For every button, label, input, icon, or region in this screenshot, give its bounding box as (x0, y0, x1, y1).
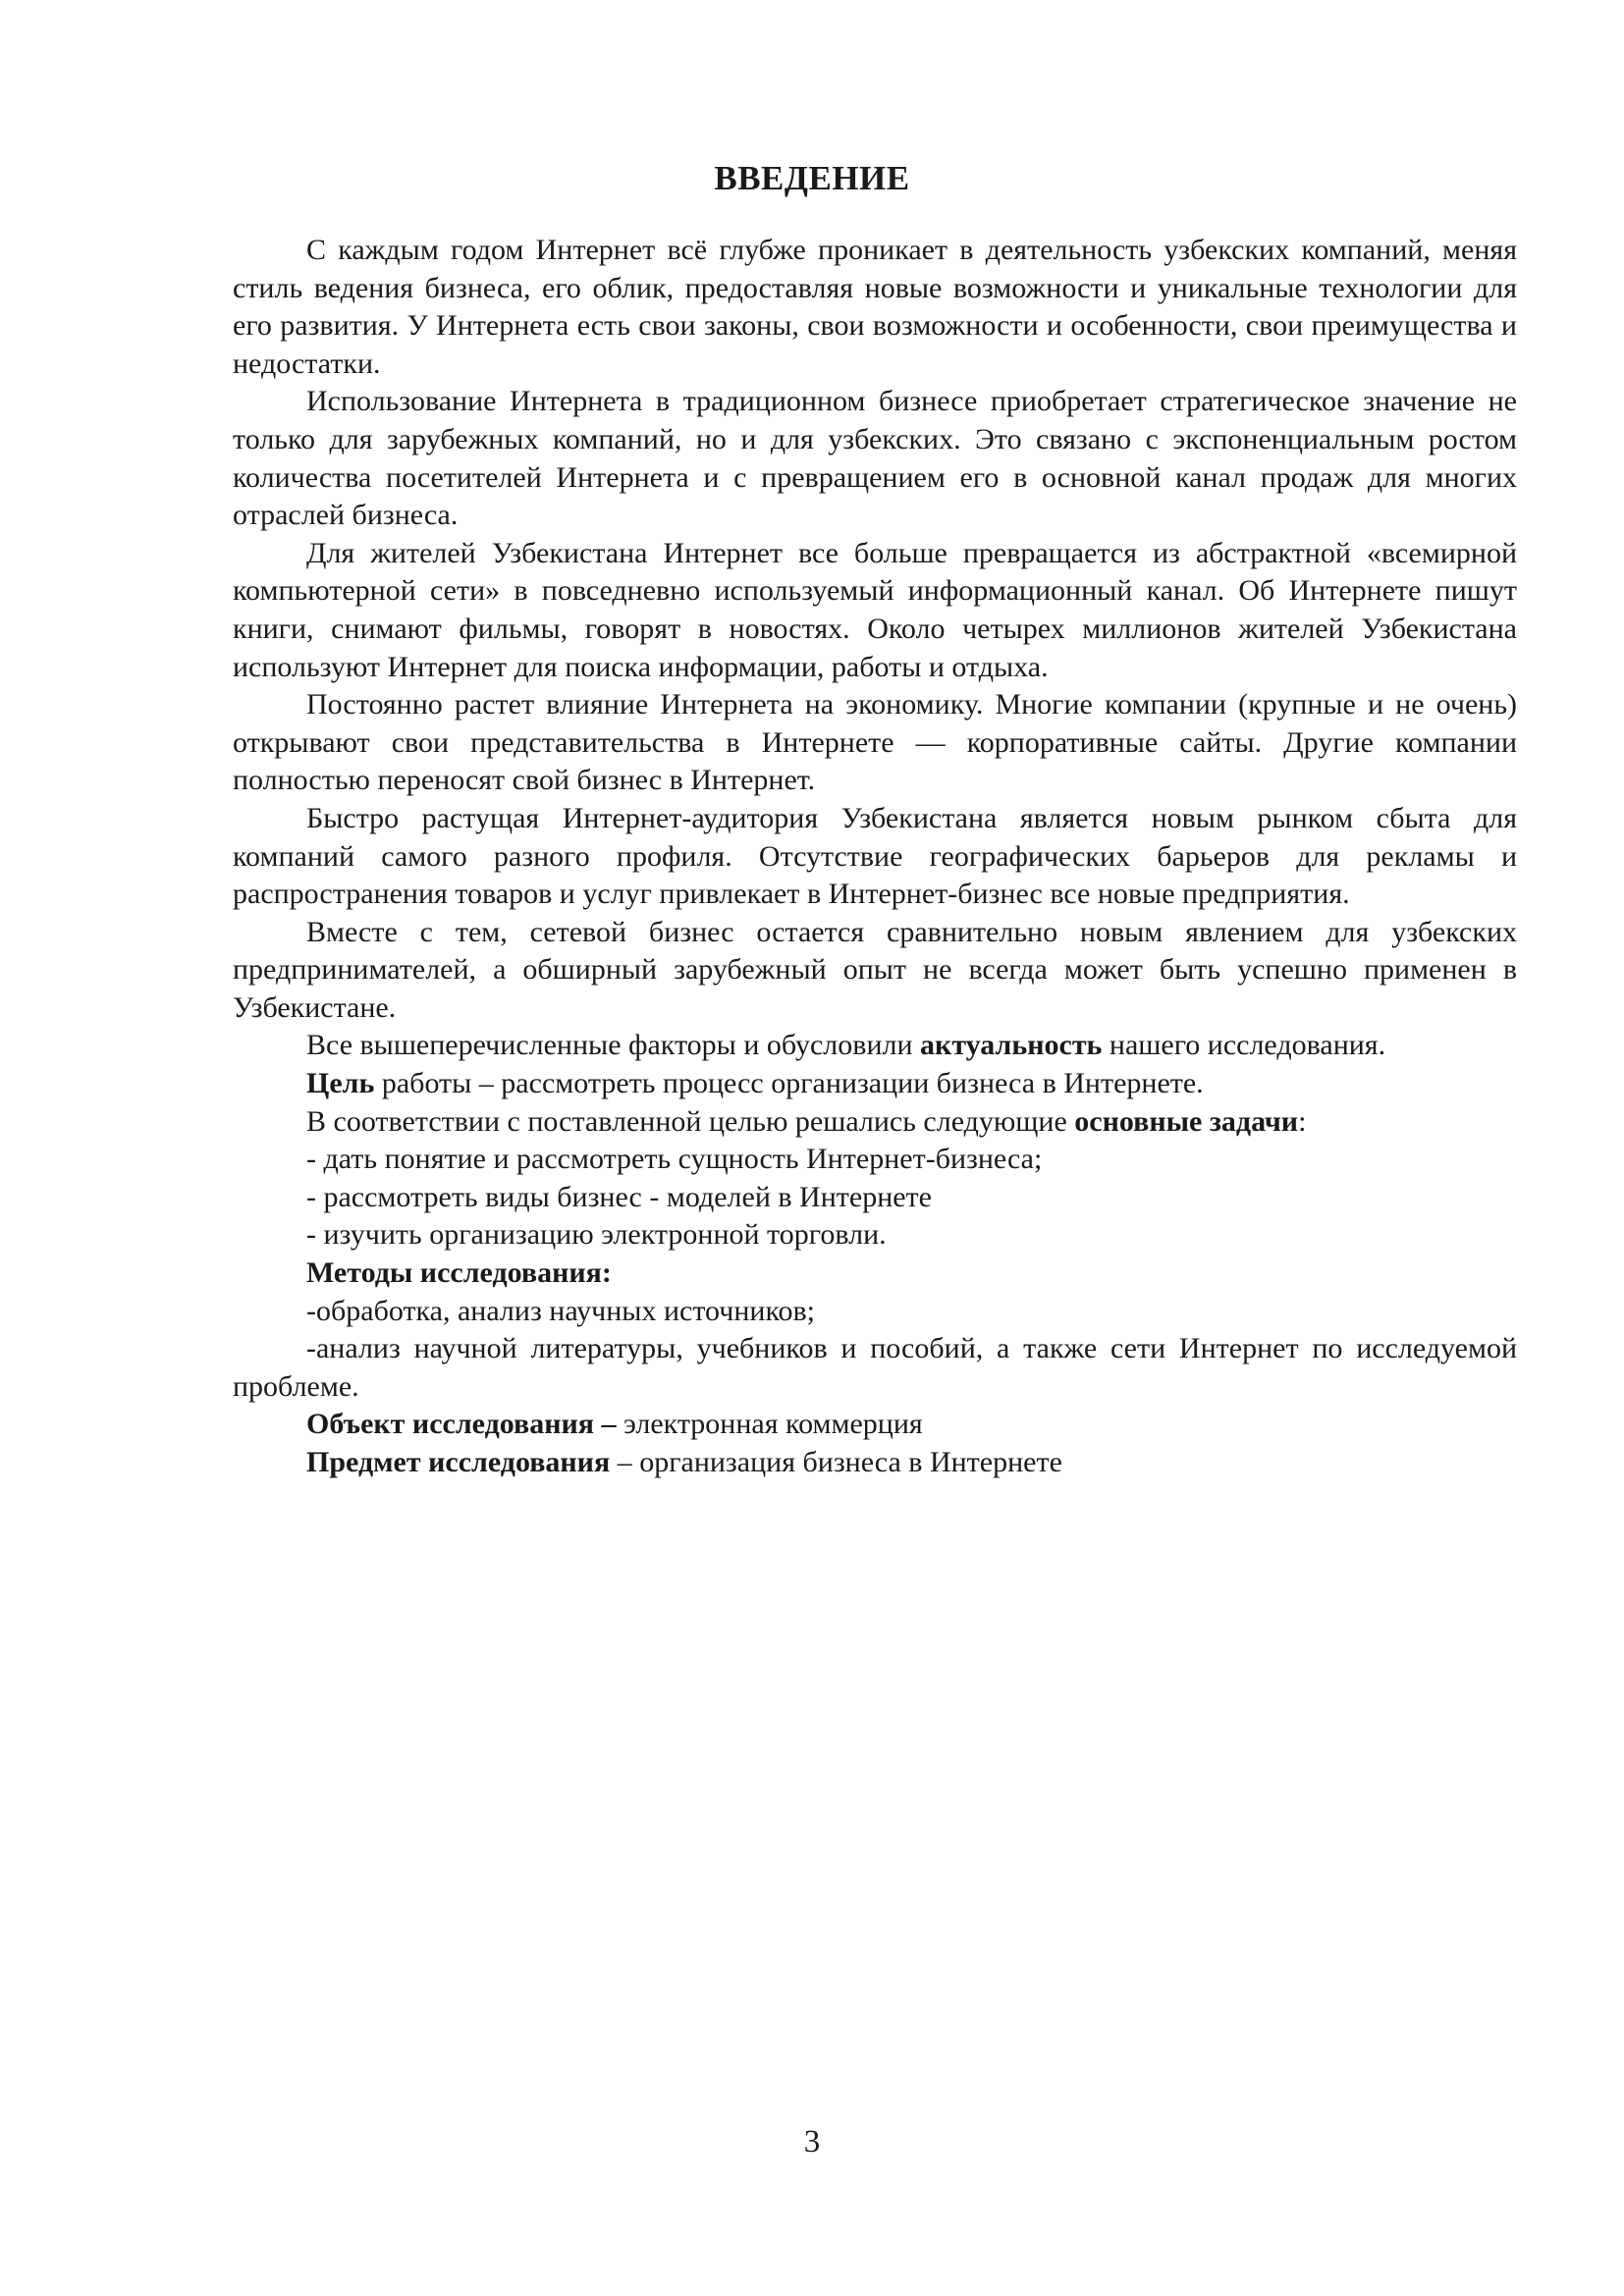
document-body (233, 232, 1517, 1482)
tasks-intro-before: В соответствии с поставленной целью решались следующие (306, 1104, 1075, 1138)
methods-heading: Методы исследования: (306, 1256, 612, 1290)
document-title: ВВЕДЕНИЕ (714, 159, 910, 197)
relevance-paragraph (233, 1027, 1517, 1065)
subject-term: Предмет исследования (306, 1446, 611, 1478)
subject-text: – организация бизнеса в Интернете (610, 1446, 1062, 1478)
paragraph: Для жителей Узбекистана Интернет все больше превращается из абстрактной «всемирной компьютерной сети» в повседневно используемый информационный канал. Об Интернете пишут книги, снимают фильмы, говорят в новостях. Около четырех миллионов жителей Узбекистана используют Интернет для поиска информации, работы и отдыха. (233, 536, 1517, 683)
paragraph: Использование Интернета в традиционном бизнесе приобретает стратегическое значение не только для зарубежных компаний, но и для узбекских. Это связано с экспоненциальным ростом количества посетителей Интернета и с превращением его в основной канал продаж для многих отраслей бизнеса. (233, 385, 1517, 532)
object-text: электронная коммерция (616, 1408, 923, 1441)
goal-term: Цель (306, 1067, 375, 1100)
relevance-text-before: Все вышеперечисленные факторы и обусловили (306, 1029, 921, 1062)
page-number: 3 (803, 2124, 821, 2160)
paragraph: Постоянно растет влияние Интернета на экономику. Многие компании (крупные и не очень) открывают свои представительства в Интернете — корпоративные сайты. Другие компании полностью переносят свой бизнес в Интернет. (233, 688, 1517, 797)
task-item: - дать понятие и рассмотреть сущность Интернет-бизнеса; (306, 1143, 1043, 1176)
method-item: -анализ научной литературы, учебников и пособий, а также сети Интернет по исследуемой проблеме. (233, 1332, 1517, 1403)
object-term: Объект исследования – (306, 1408, 617, 1441)
subject-paragraph (233, 1444, 1517, 1482)
task-item: - изучить организацию электронной торговли. (306, 1218, 887, 1252)
methods-heading-paragraph (233, 1255, 1517, 1293)
method-item: -обработка, анализ научных источников; (306, 1294, 816, 1327)
goal-paragraph (233, 1065, 1517, 1103)
task-item: - рассмотреть виды бизнес - моделей в Интернете (306, 1180, 932, 1213)
goal-text: работы – рассмотреть процесс организации бизнеса в Интернете. (374, 1067, 1204, 1100)
paragraph: Быстро растущая Интернет-аудитория Узбекистана является новым рынком сбыта для компаний самого разного профиля. Отсутствие географических барьеров для рекламы и распространения товаров и услуг привлекает в Интернет-бизнес все новые предприятия. (233, 801, 1517, 911)
relevance-text-after: нашего исследования. (1102, 1029, 1386, 1062)
relevance-term: актуальность (920, 1029, 1103, 1062)
tasks-intro-after: : (1298, 1104, 1307, 1138)
paragraph: Вместе с тем, сетевой бизнес остается сравнительно новым явлением для узбекских предпринимателей, а обширный зарубежный опыт не всегда может быть успешно применен в Узбекистане. (233, 915, 1517, 1024)
paragraph: С каждым годом Интернет всё глубже проникает в деятельность узбекских компаний, меняя стиль ведения бизнеса, его облик, предоставляя новые возможности и уникальные технологии для его развития. У Интернета есть свои законы, свои возможности и особенности, свои преимущества и недостатки. (233, 234, 1517, 380)
tasks-intro (233, 1103, 1517, 1142)
tasks-term: основные задачи (1074, 1104, 1299, 1138)
object-paragraph (233, 1406, 1517, 1444)
